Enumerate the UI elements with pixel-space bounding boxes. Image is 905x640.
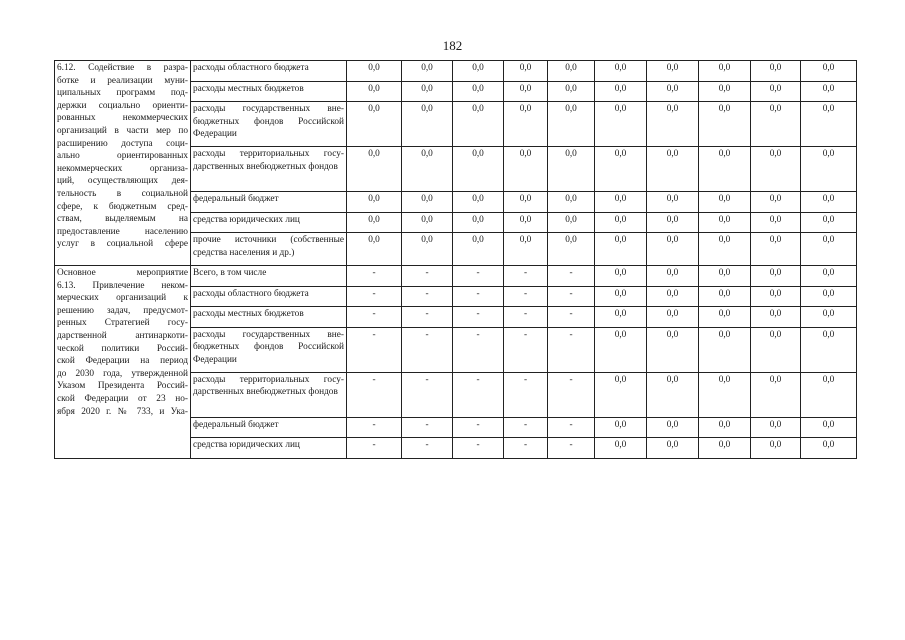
funding-source-cell: средства юридических лиц [191,438,347,459]
value-cell: 0,0 [453,81,504,102]
value-cell: 0,0 [647,61,699,82]
value-cell: 0,0 [402,233,453,266]
measure-name-line: услуг в социальной сфере [57,239,188,250]
value-cell: 0,0 [801,372,857,417]
value-cell: 0,0 [347,233,402,266]
value-cell: 0,0 [595,61,647,82]
measure-name-line: ской Федерации на период [57,356,188,367]
funding-source-cell: Всего, в том числе [191,266,347,287]
value-cell: 0,0 [699,212,751,233]
value-cell: 0,0 [347,192,402,213]
measure-name-cell [55,61,191,266]
value-cell: 0,0 [751,307,801,328]
value-cell: 0,0 [751,327,801,372]
measure-name-line: ботке и реализации муни- [57,75,188,86]
value-cell: - [548,327,595,372]
value-cell: - [548,417,595,438]
value-cell: 0,0 [347,212,402,233]
value-cell: 0,0 [647,233,699,266]
value-cell: - [504,327,548,372]
value-cell: 0,0 [751,61,801,82]
value-cell: - [504,372,548,417]
value-cell: 0,0 [801,307,857,328]
value-cell: 0,0 [595,147,647,192]
value-cell: 0,0 [699,372,751,417]
value-cell: 0,0 [402,192,453,213]
measure-name-line: расширению доступа соци- [57,138,188,149]
value-cell: 0,0 [595,417,647,438]
value-cell: - [548,307,595,328]
value-cell: 0,0 [647,266,699,287]
page-number: 182 [442,38,463,53]
value-cell: 0,0 [801,266,857,287]
measure-name-line: 6.12. Содействие в разра- [57,63,188,73]
value-cell: 0,0 [699,286,751,307]
value-cell: - [347,417,402,438]
value-cell: 0,0 [801,417,857,438]
value-cell: 0,0 [402,102,453,147]
value-cell: - [453,266,504,287]
value-cell: 0,0 [801,81,857,102]
value-cell: - [453,372,504,417]
value-cell: - [453,307,504,328]
value-cell: 0,0 [595,212,647,233]
value-cell: 0,0 [548,61,595,82]
value-cell: 0,0 [595,192,647,213]
value-cell: 0,0 [751,147,801,192]
value-cell: 0,0 [751,372,801,417]
measure-name-line: решению задач, предусмот- [57,305,188,316]
value-cell: 0,0 [504,192,548,213]
value-cell: 0,0 [402,147,453,192]
value-cell: 0,0 [751,286,801,307]
value-cell: 0,0 [751,102,801,147]
value-cell: 0,0 [699,327,751,372]
funding-source-cell: федеральный бюджет [191,417,347,438]
value-cell: 0,0 [801,61,857,82]
value-cell: 0,0 [647,307,699,328]
value-cell: 0,0 [801,147,857,192]
value-cell: - [453,417,504,438]
value-cell: 0,0 [453,147,504,192]
value-cell: - [402,307,453,328]
measure-name-line: ября 2020 г. № 733, и Ука- [57,406,188,417]
value-cell: - [504,286,548,307]
value-cell: 0,0 [595,81,647,102]
value-cell: 0,0 [751,233,801,266]
value-cell: - [453,327,504,372]
value-cell: 0,0 [453,233,504,266]
value-cell: 0,0 [699,81,751,102]
funding-source-cell: расходы местных бюджетов [191,81,347,102]
value-cell: 0,0 [548,81,595,102]
funding-source-cell: расходы территориальных госу-дарственных внебюджетных фондов [191,372,347,417]
value-cell: 0,0 [699,147,751,192]
value-cell: 0,0 [347,81,402,102]
value-cell: 0,0 [402,81,453,102]
value-cell: 0,0 [347,147,402,192]
value-cell: 0,0 [647,417,699,438]
measure-name-line: ствам, выделяемым на [57,214,188,225]
value-cell: - [347,327,402,372]
value-cell: 0,0 [595,307,647,328]
measure-name-line: ренных Стратегией госу- [57,318,188,329]
value-cell: 0,0 [699,61,751,82]
measure-name-line: рованных некоммерческих [57,113,188,124]
value-cell: 0,0 [647,192,699,213]
value-cell: 0,0 [595,438,647,459]
value-cell: 0,0 [504,233,548,266]
measure-name-line: Основное мероприятие [57,268,188,278]
value-cell: 0,0 [402,61,453,82]
value-cell: 0,0 [751,417,801,438]
value-cell: - [548,266,595,287]
value-cell: - [347,307,402,328]
budget-table [54,60,857,459]
value-cell: 0,0 [595,266,647,287]
value-cell: 0,0 [801,286,857,307]
value-cell: 0,0 [647,327,699,372]
value-cell: 0,0 [595,102,647,147]
value-cell: 0,0 [504,81,548,102]
measure-name-line: ской Федерации от 23 но- [57,393,188,404]
measure-name-line: дарственной антинаркоти- [57,330,188,341]
value-cell: 0,0 [699,102,751,147]
value-cell: 0,0 [504,102,548,147]
value-cell: 0,0 [647,212,699,233]
value-cell: 0,0 [751,266,801,287]
funding-source-cell: расходы областного бюджета [191,61,347,82]
value-cell: 0,0 [504,212,548,233]
measure-name-line: ципальных программ под- [57,88,188,99]
measure-name-line: ально ориентированных [57,151,188,162]
value-cell: 0,0 [647,286,699,307]
value-cell: - [453,438,504,459]
funding-source-cell: средства юридических лиц [191,212,347,233]
value-cell: 0,0 [453,61,504,82]
value-cell: 0,0 [548,212,595,233]
value-cell: - [402,372,453,417]
value-cell: 0,0 [647,372,699,417]
value-cell: 0,0 [801,327,857,372]
value-cell: - [402,417,453,438]
value-cell: 0,0 [801,192,857,213]
value-cell: - [504,307,548,328]
value-cell: 0,0 [347,61,402,82]
value-cell: 0,0 [801,212,857,233]
measure-name-line: мерческих организаций к [57,293,188,304]
funding-source-cell: расходы областного бюджета [191,286,347,307]
measure-name-line: Указом Президента Россий- [57,381,188,392]
value-cell: 0,0 [647,81,699,102]
value-cell: 0,0 [595,233,647,266]
value-cell: 0,0 [801,102,857,147]
value-cell: - [548,286,595,307]
measure-name-line: некоммерческих организа- [57,163,188,174]
value-cell: - [347,286,402,307]
value-cell: 0,0 [751,212,801,233]
value-cell: 0,0 [801,233,857,266]
value-cell: 0,0 [548,233,595,266]
value-cell: 0,0 [548,147,595,192]
measure-name-line: организаций в части мер по [57,125,188,136]
value-cell: 0,0 [699,417,751,438]
funding-source-cell: расходы государственных вне-бюджетных фондов Российской Федерации [191,327,347,372]
measure-name-line: 6.13. Привлечение неком- [57,280,188,291]
funding-source-cell: расходы территориальных госу-дарственных внебюджетных фондов [191,147,347,192]
value-cell: 0,0 [595,327,647,372]
value-cell: - [347,372,402,417]
value-cell: - [548,372,595,417]
value-cell: 0,0 [453,102,504,147]
value-cell: 0,0 [751,438,801,459]
value-cell: 0,0 [801,438,857,459]
measure-name-line: предоставление населению [57,226,188,237]
value-cell: - [402,286,453,307]
value-cell: 0,0 [504,147,548,192]
funding-source-cell: прочие источники (собственные средства населения и др.) [191,233,347,266]
value-cell: 0,0 [453,212,504,233]
measure-name-line: тельность в социальной [57,188,188,199]
table-row [55,266,857,287]
value-cell: 0,0 [699,192,751,213]
measure-name-line: до 2030 года, утвержденной [57,368,188,379]
value-cell: 0,0 [699,438,751,459]
table-row [55,61,857,82]
value-cell: 0,0 [548,192,595,213]
value-cell: - [402,266,453,287]
value-cell: - [402,327,453,372]
value-cell: 0,0 [699,266,751,287]
value-cell: 0,0 [595,372,647,417]
value-cell: - [504,266,548,287]
measure-name-line: ций, осуществляющих дея- [57,176,188,187]
value-cell: 0,0 [347,102,402,147]
measure-name-line: держки социально ориенти- [57,100,188,111]
value-cell: 0,0 [699,233,751,266]
value-cell: - [504,417,548,438]
value-cell: 0,0 [402,212,453,233]
value-cell: - [548,438,595,459]
value-cell: 0,0 [647,438,699,459]
value-cell: - [347,266,402,287]
value-cell: 0,0 [453,192,504,213]
value-cell: 0,0 [647,102,699,147]
measure-name-line: ческой политики Россий- [57,343,188,354]
value-cell: - [347,438,402,459]
value-cell: 0,0 [548,102,595,147]
funding-source-cell: федеральный бюджет [191,192,347,213]
measure-name-cell [55,266,191,459]
funding-source-cell: расходы местных бюджетов [191,307,347,328]
value-cell: - [402,438,453,459]
value-cell: 0,0 [751,81,801,102]
value-cell: 0,0 [751,192,801,213]
value-cell: 0,0 [504,61,548,82]
value-cell: - [453,286,504,307]
measure-name-line: сфере, к бюджетным сред- [57,201,188,212]
value-cell: 0,0 [647,147,699,192]
value-cell: 0,0 [699,307,751,328]
funding-source-cell: расходы государственных вне-бюджетных фондов Российской Федерации [191,102,347,147]
value-cell: - [504,438,548,459]
value-cell: 0,0 [595,286,647,307]
